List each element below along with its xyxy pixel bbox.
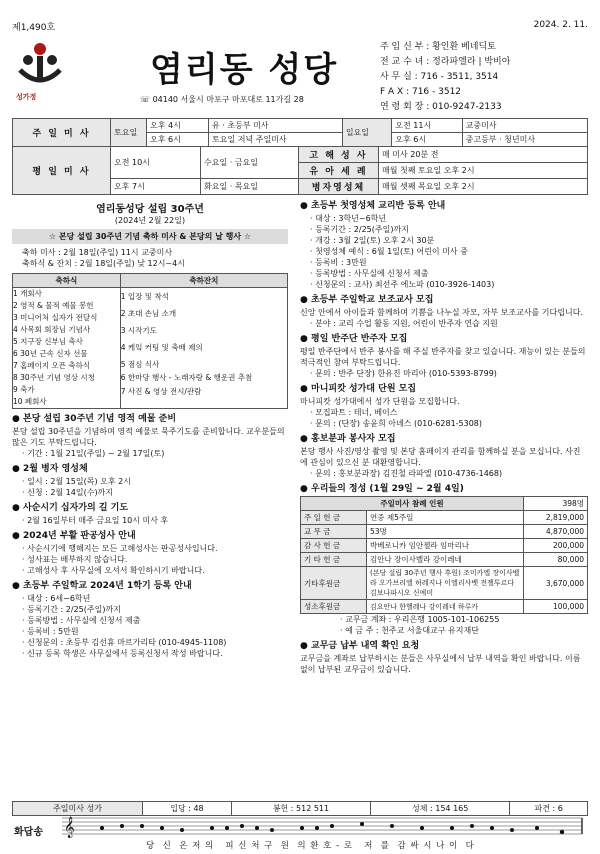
offerings-table: 주일미사 참례 인원 398명 주 일 헌 금 연중 제5주일 2,819,000 교 무 금 53명 4,870,000 감 사 헌 금 박베로니카 임안젤라 임마리나 200,000 기 타 헌 금 김안나 장이사벨라 강이레네 80,000 기타후원금 (본당 설립 30주년 행사 후원) 조미카엘 장이사벨라 오가브리엘 허레지나 이엘리사벳 전젤투르다 김보나파시오 신예미 3,670,000 성소후원금 김요안나 한헬레나 강이레네 하루카 100,000 xyxy=(300,496,588,614)
address-icon: ☏ xyxy=(140,95,151,104)
notice-5: ● 초등부 첫영성체 교리반 등록 안내 · 대상 : 3학년~6학년 · 등록기간 : 2/25(주일)까지 · 개강 : 3월 2일(토) 오후 2시 30분 · 첫영성체 예식 : 6월 1일(토) 어린이 미사 중 · 등록비 : 3만원 · 등록방법 : 사무실에 신청서 제출 · 신청문의 : 교사) 최선주 에노파 (010-3926-1403) xyxy=(300,200,588,290)
issue-number: 제1,490호 xyxy=(12,23,56,33)
anniversary-date: (2024년 2월 22일) xyxy=(114,216,186,225)
parish-address: ☏ 04140 서울시 마포구 마포대로 11가길 28 xyxy=(140,95,304,104)
contact-info: 주 임 신 부 : 황인환 베네딕토 전 교 수 녀 : 정라파엘라 | 박비아 사 무 실 : 716 - 3511, 3514 F A X : 716 - 3512 연 령 회 장 : 010-9247-2133 xyxy=(380,42,511,112)
issue-date: 2024. 2. 11. xyxy=(533,20,588,30)
hymn-numbers: 주일미사 성가 입당 : 48 봉헌 : 512 511 성체 : 154 165 파견 : 6 xyxy=(12,801,588,816)
logo-caption: 성가정 xyxy=(16,93,37,101)
psalm-lyrics: 당 신 온 저 의 피 신 처 구 원 의 환 호 - 로 저 를 감 싸 시 나 이 다 xyxy=(146,841,475,851)
notice-2: ● 사순시기 십자가의 길 기도 · 2월 16일부터 매주 금요일 10시 미사 후 xyxy=(12,502,288,526)
treble-clef-icon: 𝄞 xyxy=(64,817,75,838)
notice-4: ● 초등부 주일학교 2024년 1학기 등록 안내 · 대상 : 6세~6학년 · 등록기간 : 2/25(주일)까지 · 등록방법 : 사무실에 신청서 제출 · 등록비 : 5만원 · 신청문의 : 초등부 김선휴 마르가리타 (010-4945-1108) · 신규 등록 학생은 사무실에서 등록신청서 작성 바랍니다. xyxy=(12,580,288,659)
notice-8: ● 마니피캇 성가대 단원 모집 마니피캇 성가대에서 성가 단원을 모집합니다. · 모집파트 : 테너, 베이스 · 문의 : (단장) 송윤희 아녜스 (010-6281-5308) xyxy=(300,383,588,429)
anniversary-banner: ☆ 본당 설립 30주년 기념 축하 미사 & 본당의 날 행사 ☆ xyxy=(12,229,288,244)
anniversary-program: 축하식 축하잔치 1 개회사 2 영적 & 물적 예물 봉헌 3 미니어처 십자가 전달식 4 사목회 회장님 기념사 5 지구장 신부님 축사 6 30년 근속 신자 선물 7 홈페이지 오픈 축하식 8 30주년 기념 영상 시청 9 축가 10 폐회사 1 입장 및 착석 2 초대 손님 소개 3 시작기도 4 케잌 커팅 및 축배 제의 5 점심 식사 6 한마당 행사 - 노래자랑 & 행운권 추첨 7 사진 & 영상 전시/관람 xyxy=(12,273,288,409)
page-title: 염리동 성당 xyxy=(150,50,339,90)
mass-schedule: 주 일 미 사 토요일 오후 4시 유 · 초등부 미사 일요일 오전 11시 교중미사 오후 6시 토요일 저녁 주일미사 오후 6시 중고등부 · 청년미사 평 일 미 사 오전 10시 수요일 · 금요일 고 해 성 사 매 미사 20분 전 유 아 세 례 매월 첫째 토요일 오후 2시 오후 7시 화요일 · 목요일 병자영성체 매월 셋째 목요일 오후 2시 xyxy=(12,118,588,195)
notice-3: ● 2024년 부활 판공성사 안내 · 사순시기에 행해지는 모든 고해성사는 판공성사입니다. · 성사표는 배부하지 않습니다. · 고해성사 후 사무실에 오셔서 확인하시기 바랍니다. xyxy=(12,530,288,576)
notice-7: ● 평일 반주단 반주자 모집 평일 반주단에서 반주 봉사를 해 주실 반주자를 찾고 있습니다. 재능이 있는 분들의 적극적인 참여 부탁드립니다. · 문의 : 반주 단장) 한유진 마리아 (010-5393-8799) xyxy=(300,333,588,379)
music-staff xyxy=(62,815,588,839)
anniversary-title: 염리동성당 설립 30주년 xyxy=(96,204,204,215)
notice-10: ● 교무금 납부 내역 확인 요청 교무금을 계좌로 납부하시는 분들은 사무실에서 납부 내역을 확인 바랍니다. 이름 없이 납부된 교무금이 있습니다. xyxy=(300,640,588,675)
note-heads xyxy=(100,822,564,834)
offerings-heading: ● 우리들의 정성 (1월 29일 ~ 2월 4일) xyxy=(300,483,588,496)
notice-0: ● 본당 설립 30주년 기념 영적 예물 준비 본당 설립 30주년을 기념하며 영적 예물로 묵주기도를 준비합니다. 교우분들의 많은 기도 부탁드립니다. · 기간 : 1월 21일(주일) ~ 2월 17일(토) xyxy=(12,413,288,459)
psalm-score xyxy=(12,815,588,851)
notice-9: ● 홍보분과 봉사자 모집 본당 행사 사진/영상 촬영 및 본당 홈페이지 관리를 함께하실 분을 모십니다. 사진에 관심이 있으신 분 대환영합니다. · 문의 : 홍보분과장) 김진철 라파엘 (010-4736-1468) xyxy=(300,433,588,479)
notice-6: ● 초등부 주일학교 보조교사 모집 신앙 안에서 아이들과 함께하며 기쁨을 나누실 자모, 자부 보조교사를 기다립니다. · 분야 : 교리 수업 활동 지원, 어린이 반주자 연습 지원 xyxy=(300,294,588,329)
notice-1: ● 2월 병자 영성체 · 일시 : 2월 15일(목) 오후 2시 · 신청 : 2월 14일(수)까지 xyxy=(12,463,288,498)
right-column: ● 초등부 첫영성체 교리반 등록 안내 · 대상 : 3학년~6학년 · 등록기간 : 2/25(주일)까지 · 개강 : 3월 2일(토) 오후 2시 30분 · 첫영성체 예식 : 6월 1일(토) 어린이 미사 중 · 등록비 : 3만원 · 등록방법 : 사무실에 신청서 제출 · 신청문의 : 교사) 최선주 에노파 (010-3926-1403) ● 초등부 주일학교 보조교사 모집 신앙 안에서 아이들과 함께하며 기쁨을 나누실 자모, 자부 보조교사를 기다립니다. · 분야 : 교리 수업 활동 지원, 어린이 반주자 연습 지원 ● 평일 반주단 반주자 모집 평일 반주단에서 반주 봉사를 해 주실 반주자를 찾고 있습니다. 재능이 있는 분들의 적극적인 참여 부탁드립니다. · 문의 : 반주 단장) 한유진 마리아 (010-5393-8799) ● 마니피캇 성가대 단원 모집 마니피캇 성가대에서 성가 단원을 모집합니다. · 모집파트 : 테너, 베이스 · 문의 : (단장) 송윤희 아녜스 (010-6281-5308) ● 홍보분과 봉사자 모집 본당 행사 사진/영상 촬영 및 본당 홈페이지 관리를 함께하실 분을 모십니다. 사진에 관심이 있으신 분 대환영합니다. · 문의 : 홍보분과장) 김진철 라파엘 (010-4736-1468) ● 우리들의 정성 (1월 29일 ~ 2월 4일) 주일미사 참례 인원 398명 주 일 헌 금 연중 제5주일 2,819,000 교 무 금 53명 4,870,000 감 사 헌 금 박베로니카 임안젤라 임마리나 200,000 기 타 헌 금 김안나 장이사벨라 강이레네 80,000 기타후원금 (본당 설립 30주년 행사 후원) 조미카엘 장이사벨라 오가브리엘 허레지나 이엘리사벳 전젤투르다 김보나파시오 신예미 3,670,000 성소후원금 김요안나 한헬레나 강이레네 하루카 100,000 · 교무금 계좌 : 우리은행 1005-101-106255 · 예 금 주 : 천주교 서울대교구 유지재단 ● 교무금 납부 내역 확인 요청 교무금을 계좌로 납부하시는 분들은 사무실에서 납부 내역을 확인 바랍니다. 이름 없이 납부된 교무금이 있습니다. xyxy=(300,200,588,675)
left-column: 염리동성당 설립 30주년 (2024년 2월 22일) ☆ 본당 설립 30주년 기념 축하 미사 & 본당의 날 행사 ☆ 축하 미사 : 2월 18일(주일) 11시 교중미사 축하식 & 잔치 : 2월 18일(주일) 낮 12시~4시 축하식 축하잔치 1 개회사 2 영적 & 물적 예물 봉헌 3 미니어처 십자가 전달식 4 사목회 회장님 기념사 5 지구장 신부님 축사 6 30년 근속 신자 선물 7 홈페이지 오픈 축하식 8 30주년 기념 영상 시청 9 축가 10 폐회사 1 입장 및 착석 2 초대 손님 소개 3 시작기도 4 케잌 커팅 및 축배 제의 5 점심 식사 6 한마당 행사 - 노래자랑 & 행운권 추첨 7 사진 & 영상 전시/관람 ● 본당 설립 30주년 기념 영적 예물 준비 본당 설립 30주년을 기념하며 영적 예물로 묵주기도를 준비합니다. 교우분들의 많은 기도 부탁드립니다. · 기간 : 1월 21일(주일) ~ 2월 17일(토) ● 2월 병자 영성체 · 일시 : 2월 15일(목) 오후 2시 · 신청 : 2월 14일(수)까지 ● 사순시기 십자가의 길 기도 · 2월 16일부터 매주 금요일 10시 미사 후 ● 2024년 부활 판공성사 안내 · 사순시기에 행해지는 모든 고해성사는 판공성사입니다. · 성사표는 배부하지 않습니다. · 고해성사 후 사무실에 오셔서 확인하시기 바랍니다. ● 초등부 주일학교 2024년 1학기 등록 안내 · 대상 : 6세~6학년 · 등록기간 : 2/25(주일)까지 · 등록방법 : 사무실에 신청서 제출 · 등록비 : 5만원 · 신청문의 : 초등부 김선휴 마르가리타 (010-4945-1108) · 신규 등록 학생은 사무실에서 등록신청서 작성 바랍니다. xyxy=(12,200,288,659)
psalm-label: 화답송 xyxy=(14,827,43,838)
